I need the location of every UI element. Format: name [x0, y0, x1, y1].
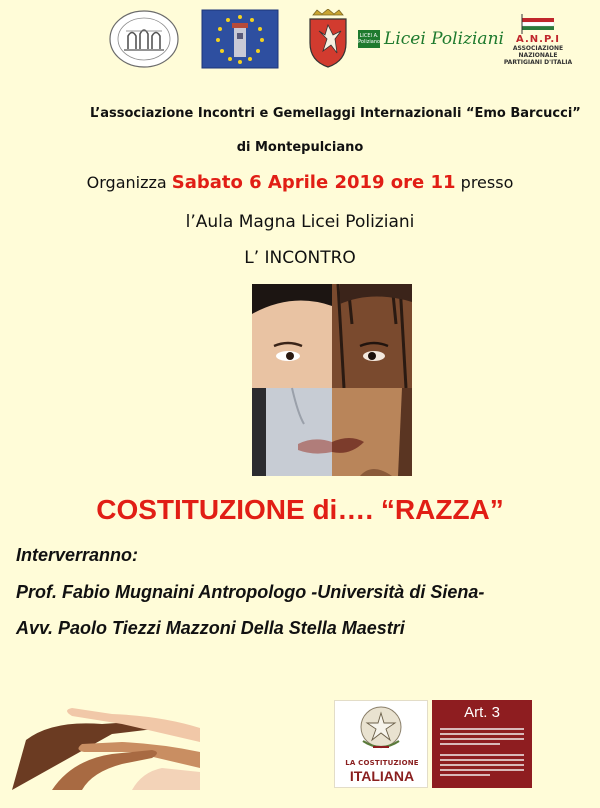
costituzione-line1: LA COSTITUZIONE — [345, 759, 419, 767]
date-suffix: presso — [455, 173, 514, 192]
speakers-heading: Interverranno: — [16, 545, 139, 565]
article-text-line — [440, 738, 524, 740]
speaker-2: Avv. Paolo Tiezzi Mazzoni Della Stella Maestri — [16, 618, 405, 638]
article-text-line — [440, 764, 524, 766]
hands-image — [12, 690, 200, 790]
licei-box: LICEI A. Poliziano — [358, 30, 380, 48]
costituzione-line2: ITALIANA — [349, 768, 415, 784]
licei-poliziani-logo — [358, 8, 504, 70]
article-text-line — [440, 728, 524, 730]
costituzione-block — [334, 700, 534, 788]
anpi-flag-icon — [518, 12, 558, 34]
montepulciano-coat-of-arms — [302, 8, 354, 70]
article-3-card — [432, 700, 532, 788]
italian-emblem-icon — [335, 701, 427, 757]
coat-of-arms-icon — [305, 9, 351, 69]
anpi-logo — [500, 8, 576, 70]
eu-stars-tower-icon — [201, 9, 279, 69]
article-text-line — [440, 743, 500, 745]
article-text-line — [440, 754, 524, 756]
organizer-line: L’associazione Incontri e Gemellaggi Internazionali “Emo Barcucci” — [90, 106, 581, 121]
anpi-subtitle: ASSOCIAZIONE NAZIONALE PARTIGIANI D'ITALIA — [503, 45, 573, 66]
article-number: Art. 3 — [464, 704, 500, 721]
europe-town-logo — [200, 8, 280, 70]
date-prefix: Organizza — [86, 173, 172, 192]
arches-seal-icon — [108, 9, 180, 69]
article-text-line — [440, 769, 524, 771]
event-title: COSTITUZIONE di…. “RAZZA” — [96, 494, 504, 525]
costituzione-cover — [334, 700, 428, 788]
event-type-line: L’ INCONTRO — [244, 248, 356, 268]
faces-collage-image — [252, 284, 412, 476]
faces-collage-icon — [252, 284, 412, 476]
date-line — [0, 172, 600, 193]
article-text-line — [440, 774, 490, 776]
organizer-town: di Montepulciano — [236, 140, 364, 155]
event-date-time: Sabato 6 Aprile 2019 ore 11 — [171, 172, 456, 193]
licei-label: Licei Poliziani — [384, 29, 504, 49]
society-seal-logo — [105, 8, 183, 70]
article-text-line — [440, 733, 524, 735]
speaker-1: Prof. Fabio Mugnaini Antropologo -Università di Siena- — [16, 582, 485, 602]
article-text-line — [440, 759, 524, 761]
joined-hands-icon — [12, 690, 200, 790]
anpi-title: A.N.P.I — [516, 34, 560, 45]
venue-line: l’Aula Magna Licei Poliziani — [185, 212, 415, 232]
